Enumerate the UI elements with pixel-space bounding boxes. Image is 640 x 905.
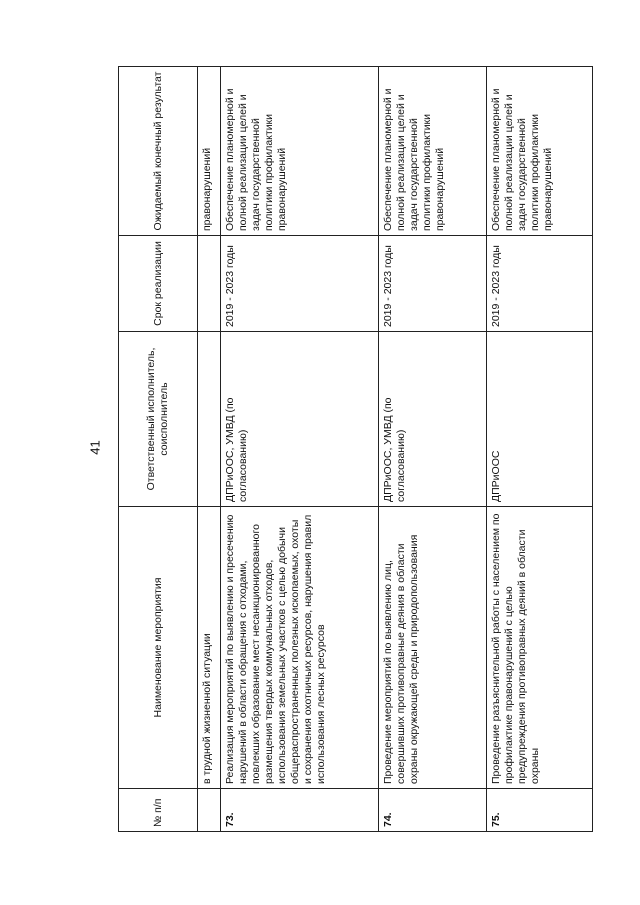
cell-result: правонарушений bbox=[198, 67, 221, 236]
cell-term bbox=[198, 236, 221, 332]
header-term: Срок реализации bbox=[119, 236, 198, 332]
table-row bbox=[379, 67, 486, 832]
header-num: № п/п bbox=[119, 789, 198, 832]
cell-responsible bbox=[198, 332, 221, 507]
table-row-continuation bbox=[198, 67, 221, 832]
cell-result: Обеспечение планомерной и полной реализации целей и задач государственной политики профилактики правонарушений bbox=[220, 67, 378, 236]
cell-num bbox=[198, 789, 221, 832]
cell-result: Обеспечение планомерной и полной реализации целей и задач государственной политики профилактики правонарушений bbox=[379, 67, 486, 236]
cell-name: Реализация мероприятий по выявлению и пресечению нарушений в области обращения с отходами, повлекших образование мест несанкционированного размещения твердых коммунальных отходов, использования земельных участков с целью добычи общераспространенных полезных ископаемых, охоты и сохранения охотничьих ресурсов, нарушения правил использования лесных ресурсов bbox=[220, 507, 378, 789]
cell-name: в трудной жизненной ситуации bbox=[198, 507, 221, 789]
table-row bbox=[220, 67, 378, 832]
measures-table-container bbox=[118, 67, 593, 832]
header-result: Ожидаемый конечный результат bbox=[119, 67, 198, 236]
cell-responsible: ДПРиООС, УМВД (по согласованию) bbox=[379, 332, 486, 507]
cell-term: 2019 - 2023 годы bbox=[220, 236, 378, 332]
cell-name: Проведение мероприятий по выявлению лиц, совершивших противоправные деяния в области охраны окружающей среды и природопользования bbox=[379, 507, 486, 789]
cell-num: 74. bbox=[379, 789, 486, 832]
header-responsible: Ответственный исполнитель, соисполнитель bbox=[119, 332, 198, 507]
cell-num: 73. bbox=[220, 789, 378, 832]
header-name: Наименование мероприятия bbox=[119, 507, 198, 789]
cell-result: Обеспечение планомерной и полной реализации целей и задач государственной политики профилактики правонарушений bbox=[486, 67, 592, 236]
cell-responsible: ДПРиООС, УМВД (по согласованию) bbox=[220, 332, 378, 507]
cell-name: Проведение разъяснительной работы с населением по профилактике правонарушений с целью предупреждения противоправных деяний в области охраны bbox=[486, 507, 592, 789]
cell-term: 2019 - 2023 годы bbox=[486, 236, 592, 332]
cell-term: 2019 - 2023 годы bbox=[379, 236, 486, 332]
table-header-row bbox=[119, 67, 198, 832]
cell-responsible: ДПРиООС bbox=[486, 332, 592, 507]
cell-num: 75. bbox=[486, 789, 592, 832]
page-number: 41 bbox=[87, 440, 103, 455]
measures-table bbox=[118, 66, 593, 832]
table-row bbox=[486, 67, 592, 832]
